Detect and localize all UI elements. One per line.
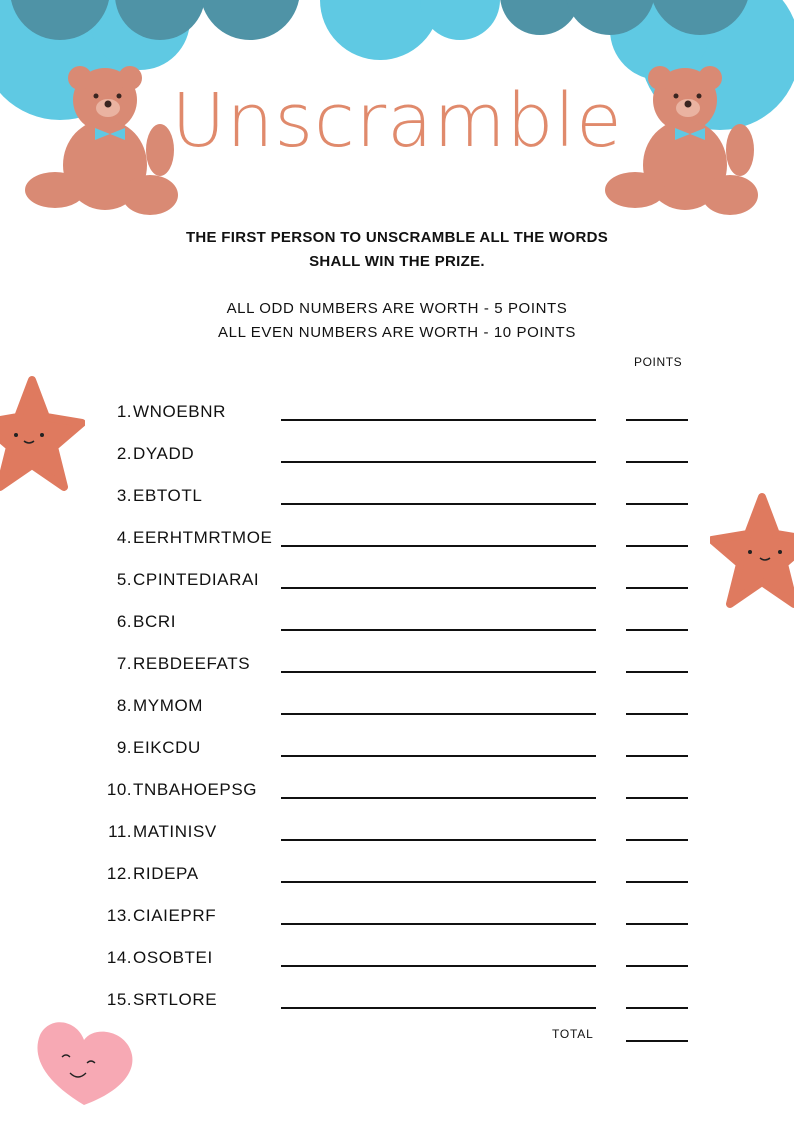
total-points-blank[interactable] [626, 1040, 688, 1042]
points-blank[interactable] [626, 587, 688, 589]
word-number: 8. [116, 696, 132, 715]
points-blank[interactable] [626, 419, 688, 421]
scrambled-word: CIAIEPRF [133, 906, 217, 925]
scoring-rules [0, 297, 794, 345]
answer-blank[interactable] [281, 965, 596, 967]
total-label: TOTAL [552, 1027, 594, 1041]
word-number: 14. [106, 948, 132, 967]
instructions-line-2: SHALL WIN THE PRIZE. [309, 253, 485, 270]
points-blank[interactable] [626, 965, 688, 967]
word-row [0, 864, 794, 894]
word-row [0, 654, 794, 684]
word-row [0, 822, 794, 852]
word-number: 13. [106, 906, 132, 925]
answer-blank[interactable] [281, 545, 596, 547]
points-blank[interactable] [626, 713, 688, 715]
scrambled-word: WNOEBNR [133, 402, 226, 421]
answer-blank[interactable] [281, 923, 596, 925]
even-rule: ALL EVEN NUMBERS ARE WORTH - 10 POINTS [218, 324, 576, 341]
word-number: 12. [106, 864, 132, 883]
word-row [0, 738, 794, 768]
answer-blank[interactable] [281, 713, 596, 715]
word-number: 10. [106, 780, 132, 799]
scrambled-word: EERHTMRTMOE [133, 528, 273, 547]
word-row [0, 780, 794, 810]
scrambled-word: TNBAHOEPSG [133, 780, 258, 799]
word-number: 5. [116, 570, 132, 589]
scrambled-word: SRTLORE [133, 990, 218, 1009]
scrambled-word: RIDEPA [133, 864, 199, 883]
answer-blank[interactable] [281, 755, 596, 757]
answer-blank[interactable] [281, 629, 596, 631]
points-blank[interactable] [626, 881, 688, 883]
points-blank[interactable] [626, 629, 688, 631]
word-number: 4. [116, 528, 132, 547]
points-blank[interactable] [626, 755, 688, 757]
word-number: 7. [116, 654, 132, 673]
answer-blank[interactable] [281, 587, 596, 589]
scrambled-word: CPINTEDIARAI [133, 570, 260, 589]
points-blank[interactable] [626, 545, 688, 547]
scrambled-word: OSOBTEI [133, 948, 213, 967]
word-row [0, 696, 794, 726]
word-number: 3. [116, 486, 132, 505]
word-row [0, 486, 794, 516]
points-blank[interactable] [626, 797, 688, 799]
answer-blank[interactable] [281, 671, 596, 673]
word-row [0, 906, 794, 936]
word-row [0, 948, 794, 978]
word-number: 2. [116, 444, 132, 463]
answer-blank[interactable] [281, 503, 596, 505]
word-number: 11. [108, 822, 132, 841]
instructions [0, 226, 794, 274]
scrambled-word: MYMOM [133, 696, 204, 715]
scrambled-word: REBDEEFATS [133, 654, 251, 673]
word-row [0, 570, 794, 600]
scrambled-word: MATINISV [133, 822, 217, 841]
instructions-line-1: THE FIRST PERSON TO UNSCRAMBLE ALL THE WORDS [185, 229, 609, 246]
word-number: 1. [116, 402, 132, 421]
word-row [0, 402, 794, 432]
scrambled-word: EBTOTL [133, 486, 203, 505]
word-number: 9. [116, 738, 132, 757]
points-blank[interactable] [626, 1007, 688, 1009]
answer-blank[interactable] [281, 1007, 596, 1009]
scrambled-word: EIKCDU [133, 738, 201, 757]
scrambled-word: BCRI [133, 612, 177, 631]
points-blank[interactable] [626, 839, 688, 841]
odd-rule: ALL ODD NUMBERS ARE WORTH - 5 POINTS [226, 300, 568, 317]
points-blank[interactable] [626, 671, 688, 673]
word-row [0, 612, 794, 642]
word-row [0, 528, 794, 558]
word-row [0, 444, 794, 474]
word-row [0, 990, 794, 1020]
page-title: Unscramble [171, 78, 623, 164]
word-number: 15. [106, 990, 132, 1009]
scrambled-word: DYADD [133, 444, 195, 463]
answer-blank[interactable] [281, 881, 596, 883]
word-number: 6. [116, 612, 132, 631]
answer-blank[interactable] [281, 797, 596, 799]
answer-blank[interactable] [281, 839, 596, 841]
star-left-icon [0, 375, 85, 495]
answer-blank[interactable] [281, 419, 596, 421]
points-blank[interactable] [626, 503, 688, 505]
points-blank[interactable] [626, 923, 688, 925]
answer-blank[interactable] [281, 461, 596, 463]
heart-icon [32, 1015, 137, 1110]
points-column-header: POINTS [634, 355, 683, 369]
points-blank[interactable] [626, 461, 688, 463]
